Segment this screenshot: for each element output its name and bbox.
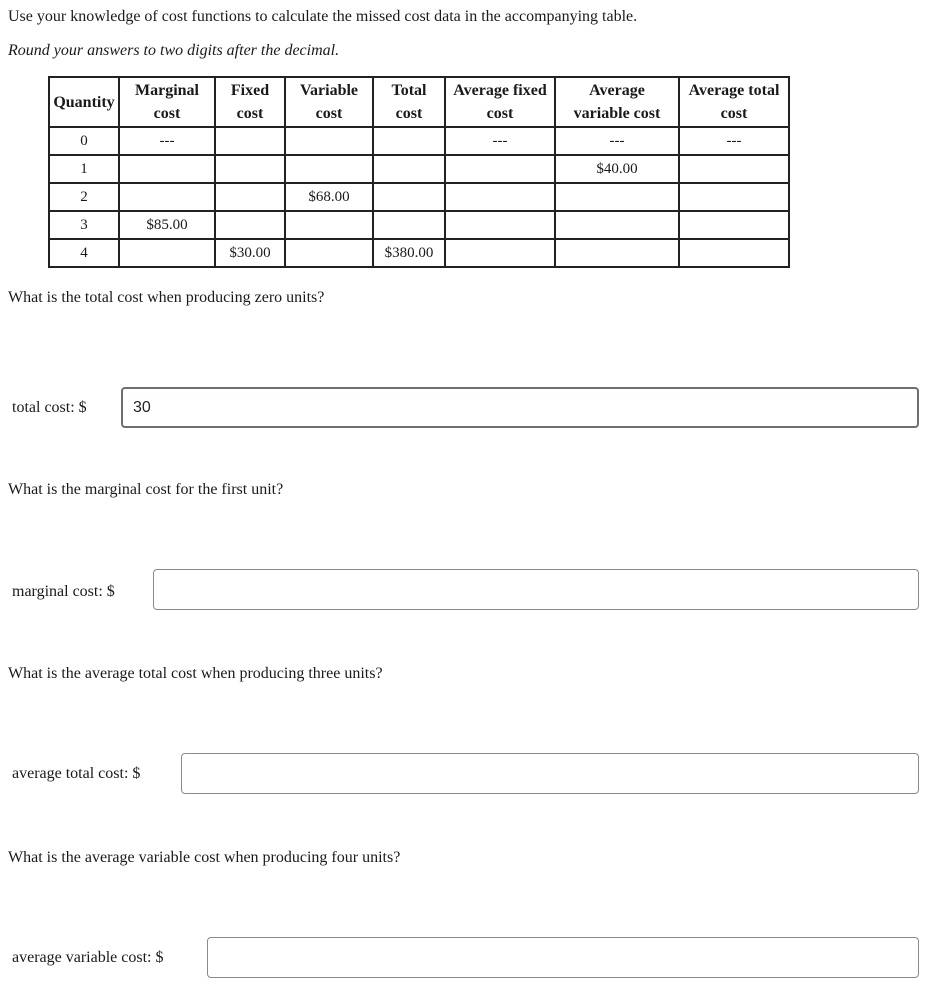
table-cell: $380.00 [373, 239, 445, 267]
table-cell: 2 [49, 183, 119, 211]
table-cell [373, 155, 445, 183]
table-cell: $30.00 [215, 239, 285, 267]
header-average-fixed-cost: Average fixed cost [445, 77, 555, 127]
table-cell [285, 211, 373, 239]
table-header-row [49, 77, 789, 127]
table-cell [373, 127, 445, 155]
table-cell: 1 [49, 155, 119, 183]
table-cell [285, 127, 373, 155]
total-cost-label: total cost: $ [12, 399, 87, 416]
table-cell [445, 183, 555, 211]
marginal-cost-label: marginal cost: $ [12, 583, 115, 600]
table-cell: --- [555, 127, 679, 155]
rounding-note: Round your answers to two digits after the decimal. [8, 42, 340, 59]
average-variable-cost-label: average variable cost: $ [12, 949, 164, 966]
table-cell [373, 211, 445, 239]
table-cell: $85.00 [119, 211, 215, 239]
table-cell: 3 [49, 211, 119, 239]
table-cell [119, 239, 215, 267]
table-cell [679, 211, 789, 239]
header-average-total-cost: Average total cost [679, 77, 789, 127]
table-cell: --- [679, 127, 789, 155]
marginal-cost-input[interactable] [153, 569, 919, 610]
cost-table [48, 76, 790, 268]
table-cell [373, 183, 445, 211]
table-cell [445, 211, 555, 239]
table-cell: 0 [49, 127, 119, 155]
header-variable-cost: Variable cost [285, 77, 373, 127]
average-total-cost-input[interactable] [181, 753, 919, 794]
table-cell [679, 155, 789, 183]
table-cell: --- [119, 127, 215, 155]
table-cell: 4 [49, 239, 119, 267]
question-total-cost-zero-units: What is the total cost when producing zero units? [8, 289, 325, 306]
table-cell [679, 239, 789, 267]
table-cell [555, 239, 679, 267]
average-variable-cost-input[interactable] [207, 937, 919, 978]
header-quantity: Quantity [49, 77, 119, 127]
question-average-total-cost-three-units: What is the average total cost when producing three units? [8, 665, 383, 682]
table-cell: $40.00 [555, 155, 679, 183]
header-fixed-cost: Fixed cost [215, 77, 285, 127]
table-row [49, 127, 789, 155]
table-cell [445, 155, 555, 183]
header-average-variable-cost: Average variable cost [555, 77, 679, 127]
table-cell: $68.00 [285, 183, 373, 211]
table-cell [555, 183, 679, 211]
table-cell [679, 183, 789, 211]
question-average-variable-cost-four-units: What is the average variable cost when producing four units? [8, 849, 401, 866]
table-row [49, 155, 789, 183]
table-row [49, 183, 789, 211]
table-cell [215, 127, 285, 155]
table-cell [119, 183, 215, 211]
header-marginal-cost: Marginal cost [119, 77, 215, 127]
table-row [49, 211, 789, 239]
table-cell [445, 239, 555, 267]
average-total-cost-label: average total cost: $ [12, 765, 141, 782]
table-row [49, 239, 789, 267]
table-cell [555, 211, 679, 239]
total-cost-input[interactable] [121, 387, 919, 428]
table-cell [215, 155, 285, 183]
question-marginal-cost-first-unit: What is the marginal cost for the first unit? [8, 481, 284, 498]
header-total-cost: Total cost [373, 77, 445, 127]
table-cell [285, 239, 373, 267]
table-cell [119, 155, 215, 183]
table-cell: --- [445, 127, 555, 155]
table-cell [285, 155, 373, 183]
instructions-text: Use your knowledge of cost functions to calculate the missed cost data in the accompanying table. [8, 8, 638, 25]
table-cell [215, 211, 285, 239]
table-cell [215, 183, 285, 211]
